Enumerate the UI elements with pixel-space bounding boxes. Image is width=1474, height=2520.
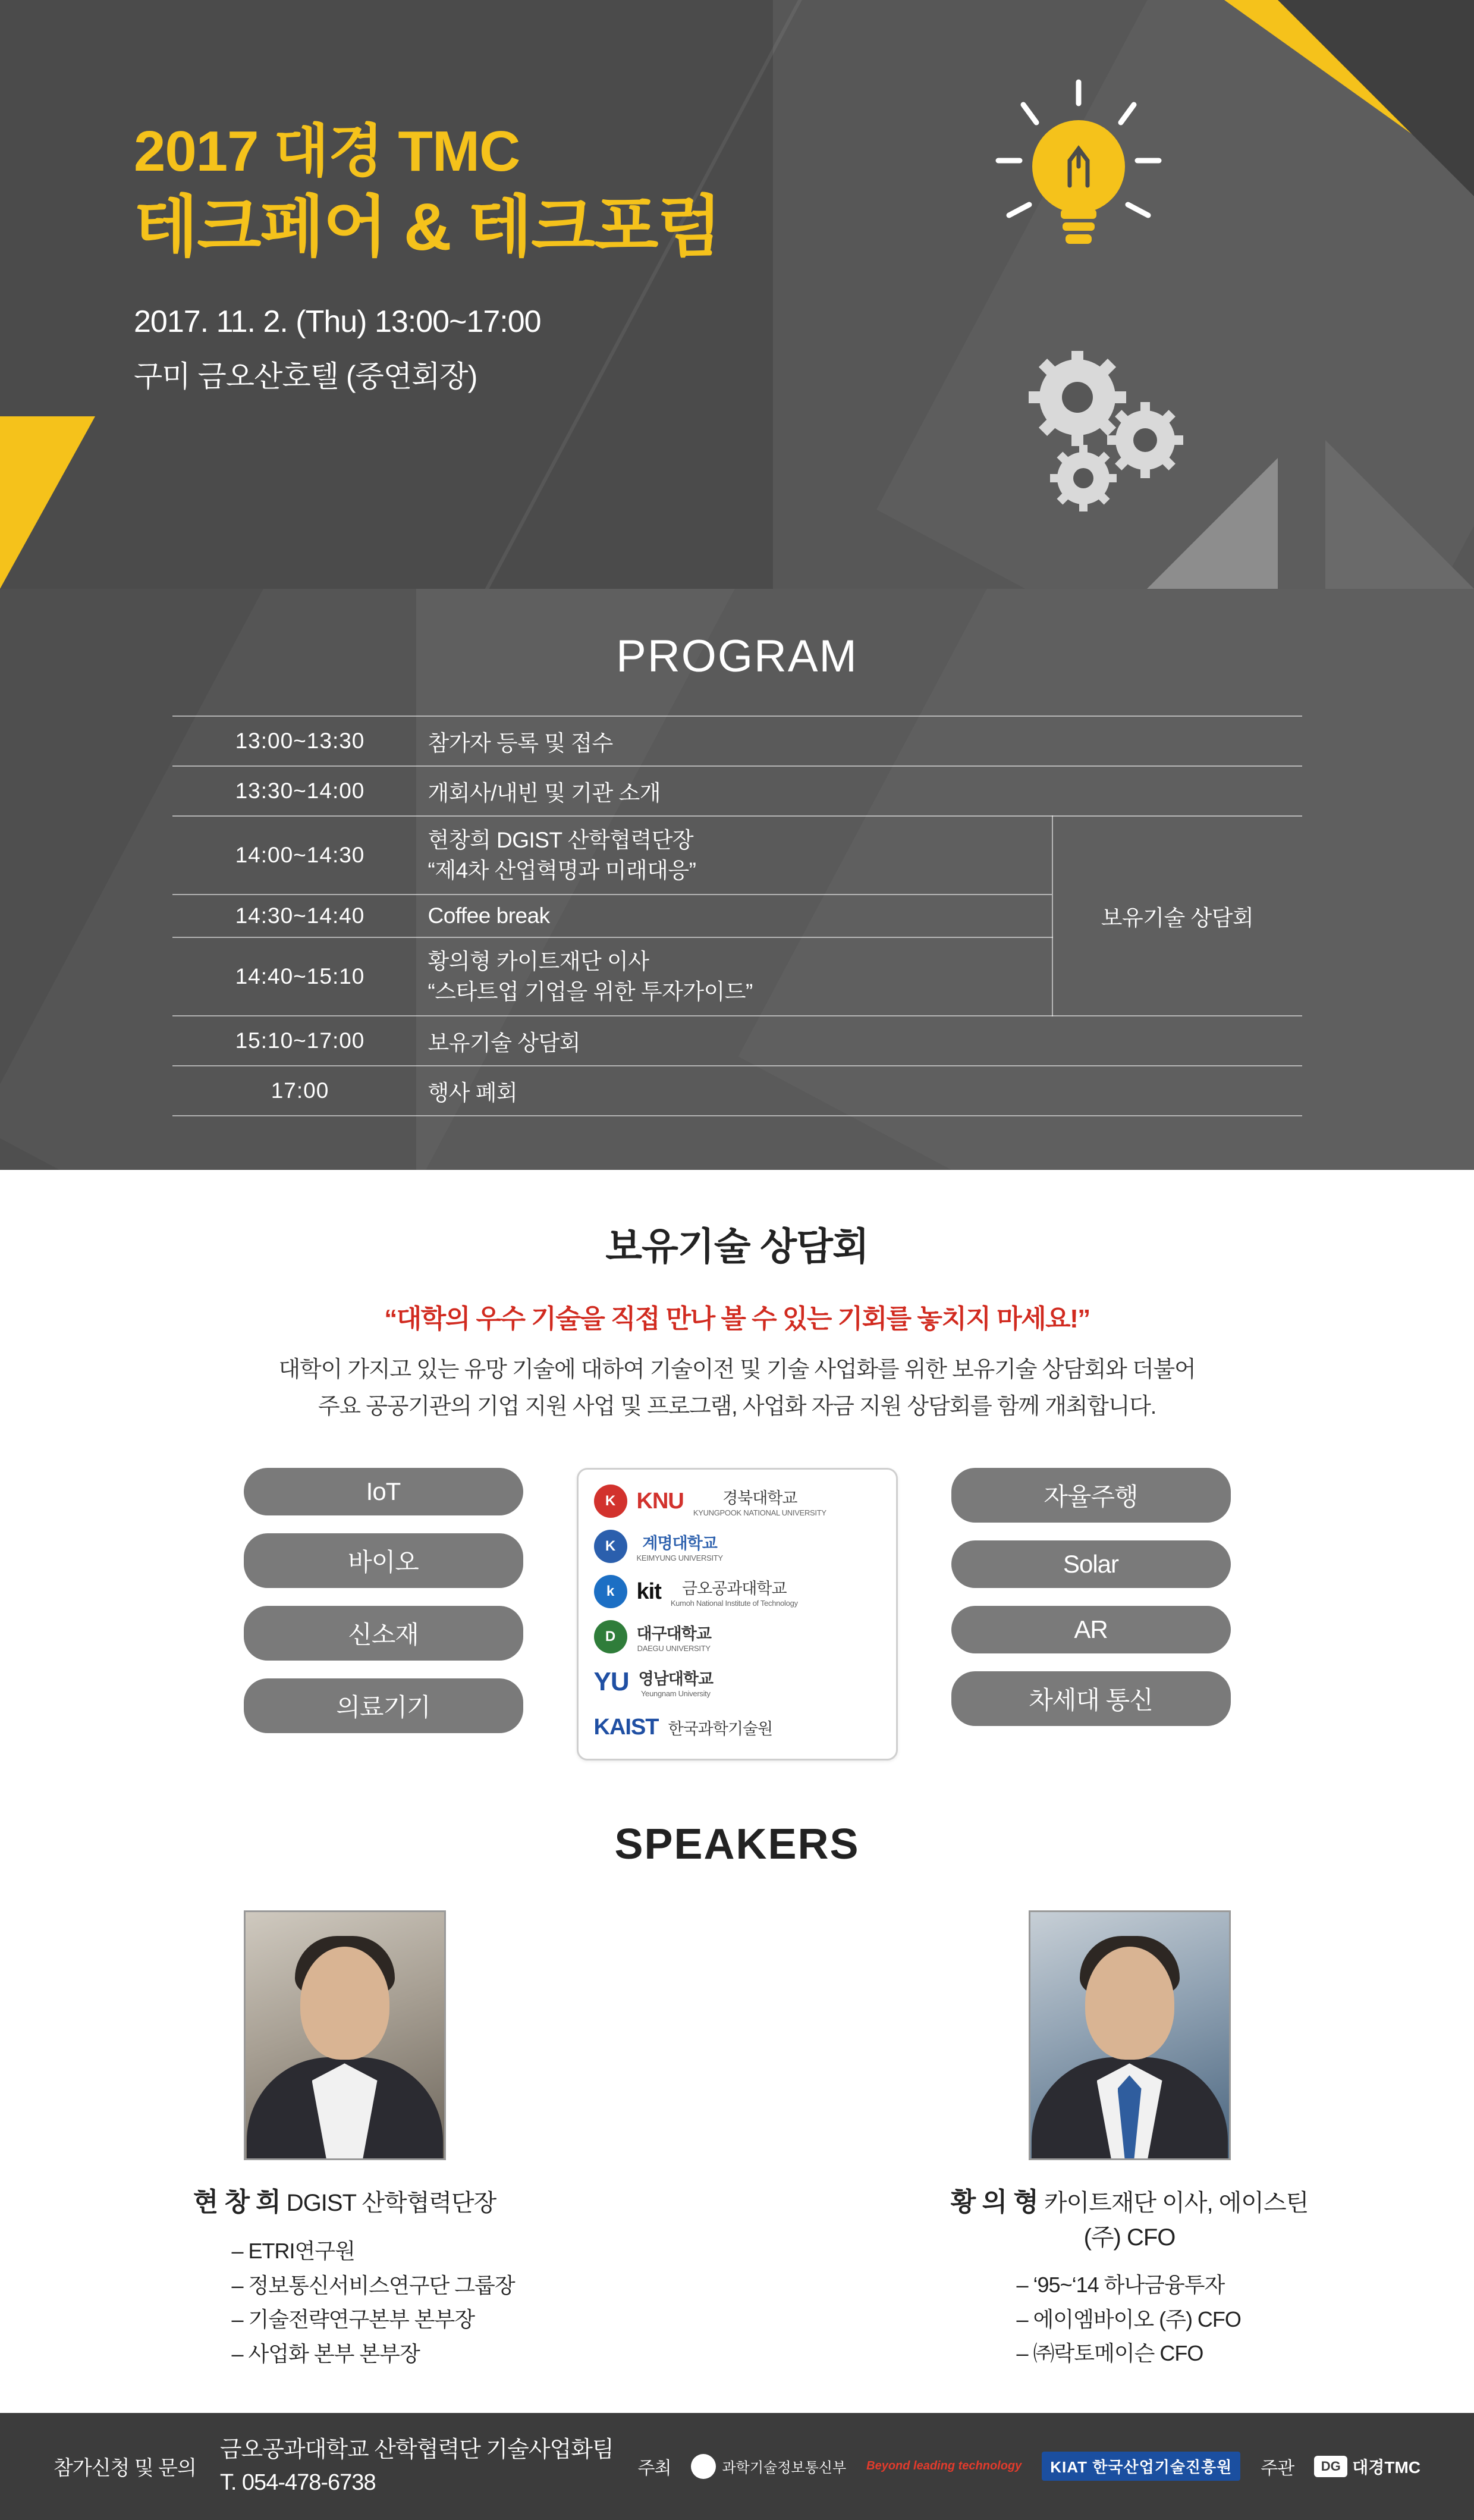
tag-next-gen-comm[interactable]: 차세대 통신: [951, 1671, 1231, 1726]
header-triangle-gray-bottom-right: [1325, 440, 1474, 589]
poster-header: [0, 0, 1474, 589]
list-item: – 기술전략연구본부 본부장: [231, 2307, 475, 2332]
organizer-info: [220, 2434, 614, 2499]
speaker-name-title: DGIST 산학협력단장: [280, 2190, 496, 2217]
speaker-bio-1: [161, 2234, 529, 2371]
program-table: [172, 715, 1302, 1116]
univ-name: 경북대학교: [722, 1489, 797, 1508]
speaker-photo-2: [1029, 1910, 1231, 2160]
univ-name: 금오공과대학교: [681, 1580, 787, 1598]
list-item: – ㈜락토메이슨 CFO: [1016, 2341, 1203, 2366]
lightbulb-icon: [980, 77, 1177, 294]
speakers-title: SPEAKERS: [614, 1821, 860, 1869]
program-time: 17:00: [172, 1066, 428, 1116]
program-desc-line2: “제4차 산업혁명과 미래대응”: [428, 858, 696, 883]
tag-new-material[interactable]: 신소재: [244, 1606, 523, 1661]
university-logo-box: [577, 1468, 898, 1760]
speaker-bio-2: [945, 2268, 1314, 2371]
organizer-name: 금오공과대학교 산학협력단 기술사업화팀: [219, 2437, 614, 2462]
table-row: [172, 1016, 1302, 1066]
program-title: PROGRAM: [616, 631, 858, 682]
tag-ar[interactable]: AR: [951, 1606, 1231, 1653]
list-item: – 사업화 본부 본부장: [231, 2342, 420, 2367]
poster-title-line2: 테크페어 & 테크포럼: [134, 190, 721, 265]
program-time: 14:40~15:10: [172, 937, 428, 1016]
tag-solar[interactable]: Solar: [951, 1540, 1231, 1588]
tag-medical-device[interactable]: 의료기기: [244, 1678, 523, 1733]
list-item: [594, 1709, 881, 1746]
univ-name: 한국과학기술원: [668, 1719, 773, 1738]
univ-sub: KEIMYUNG UNIVERSITY: [636, 1554, 723, 1563]
program-time: 14:30~14:40: [172, 895, 428, 937]
list-item: – 에이엠바이오 (주) CFO: [1016, 2306, 1241, 2331]
host-logo-1: 과학기술정보통신부: [722, 2460, 847, 2477]
msit-mark-icon: [691, 2454, 716, 2479]
table-row: [172, 766, 1302, 816]
program-desc: 개회사/내빈 및 기관 소개: [428, 766, 1302, 816]
program-desc: [428, 937, 1052, 1016]
univ-sub: DAEGU UNIVERSITY: [637, 1644, 711, 1653]
program-section: [0, 589, 1474, 1170]
univ-name: 대구대학교: [636, 1625, 711, 1643]
program-desc-line1: 황의형 카이트재단 이사: [428, 949, 649, 974]
daegyeong-tmc-logo-icon: [1314, 2455, 1420, 2478]
program-desc: Coffee break: [428, 895, 1052, 937]
speaker-card-1: [161, 1910, 529, 2371]
dg-mark-icon: DG: [1314, 2456, 1347, 2477]
organizer-phone: T. 054-478-6738: [219, 2469, 376, 2495]
table-row: [172, 816, 1302, 895]
keimyung-logo-icon: K: [594, 1530, 627, 1563]
poster-title-line1: 2017 대경 TMC: [134, 120, 520, 183]
univ-name-wrap: [693, 1485, 826, 1517]
univ-name: 계명대학교: [642, 1534, 717, 1553]
program-consult-cell: 보유기술 상담회: [1052, 816, 1302, 1016]
list-item: [594, 1664, 881, 1700]
program-desc: 행사 폐회: [428, 1066, 1302, 1116]
tags-left-column: [244, 1468, 523, 1733]
speaker-name-bold: 현 창 희: [193, 2188, 281, 2217]
univ-sub: KYUNGPOOK NATIONAL UNIVERSITY: [693, 1508, 826, 1518]
tags-row: [0, 1468, 1474, 1760]
speaker-name-1: [161, 2180, 529, 2218]
event-place: 구미 금오산호텔 (중연회장): [134, 360, 477, 394]
speakers-row: [0, 1910, 1474, 2371]
program-desc-line1: 현창희 DGIST 산학협력단장: [428, 828, 694, 852]
speaker-card-2: [945, 1910, 1314, 2371]
speakers-section: [0, 1784, 1474, 2412]
title-block: [134, 119, 721, 396]
list-item: [594, 1528, 881, 1565]
list-item: – ‘95~‘14 하나금융투자: [1016, 2273, 1225, 2298]
footer-logos: [638, 2452, 1420, 2481]
univ-sub: Kumoh National Institute of Technology: [670, 1599, 798, 1608]
kaist-logo-icon: KAIST: [593, 1714, 659, 1740]
kit-logo-icon: k: [594, 1575, 627, 1608]
speaker-name-title: 카이트재단 이사, 에이스틴(주) CFO: [1038, 2190, 1309, 2251]
consultation-section: [0, 1170, 1474, 1784]
knu-logo-icon: K: [594, 1485, 627, 1518]
list-item: [594, 1483, 881, 1520]
gears-icon: [1007, 351, 1203, 526]
program-desc-line2: “스타트업 기업을 위한 투자가이드”: [428, 980, 753, 1005]
table-row: [172, 716, 1302, 766]
kiat-logo-icon: KIAT 한국산업기술진흥원: [1042, 2452, 1240, 2481]
tags-right-column: [951, 1468, 1231, 1726]
speaker-name-2: [945, 2180, 1314, 2252]
msit-logo-icon: [691, 2454, 846, 2479]
daegu-univ-logo-icon: D: [594, 1620, 627, 1653]
manage-logo-text: 대경TMC: [1352, 2458, 1420, 2477]
host-label: 주최: [637, 2458, 671, 2478]
univ-name-wrap: [671, 1576, 798, 1608]
univ-name-wrap: [639, 1666, 713, 1698]
univ-abbr: kit: [636, 1578, 661, 1604]
manage-label: 주관: [1261, 2458, 1294, 2478]
list-item: – 정보통신서비스연구단 그룹장: [231, 2273, 515, 2298]
avatar-face: [300, 1947, 389, 2060]
poster-footer: [0, 2413, 1474, 2520]
consultation-body-line1: 대학이 가지고 있는 유망 기술에 대하여 기술이전 및 기술 사업화를 위한 보유기술 상담회와 더불어: [278, 1357, 1196, 1383]
consultation-body: [0, 1352, 1474, 1425]
program-time: 13:00~13:30: [172, 716, 428, 766]
table-row: [172, 1066, 1302, 1116]
header-triangle-dark-top-right: [1278, 0, 1474, 196]
event-date: 2017. 11. 2. (Thu) 13:00~17:00: [134, 305, 541, 340]
tag-iot[interactable]: IoT: [244, 1468, 523, 1515]
list-item: [594, 1618, 881, 1655]
host-logo-2: Beyond leading technology: [866, 2459, 1022, 2473]
program-desc: 보유기술 상담회: [428, 1016, 1302, 1066]
speaker-photo-1: [244, 1910, 446, 2160]
univ-abbr: KNU: [636, 1488, 684, 1514]
program-desc: [428, 816, 1052, 895]
header-triangle-yellow-left: [0, 416, 95, 589]
program-desc: 참가자 등록 및 접수: [428, 716, 1302, 766]
tag-autonomous-driving[interactable]: 자율주행: [951, 1468, 1231, 1523]
consultation-body-line2: 주요 공공기관의 기업 지원 사업 및 프로그램, 사업화 자금 지원 상담회를 함께 개최합니다.: [318, 1394, 1156, 1419]
contact-label: 참가신청 및 문의: [54, 2457, 196, 2480]
list-item: [594, 1573, 881, 1610]
program-time: 13:30~14:00: [172, 766, 428, 816]
list-item: – ETRI연구원: [231, 2239, 355, 2264]
univ-name: 영남대학교: [638, 1670, 714, 1689]
univ-sub: Yeungnam University: [641, 1689, 711, 1699]
univ-name-wrap: [637, 1621, 711, 1653]
yu-logo-icon: YU: [593, 1667, 629, 1697]
avatar-face: [1085, 1947, 1174, 2060]
program-time: 14:00~14:30: [172, 816, 428, 895]
consultation-quote: “대학의 우수 기술을 직접 만나 볼 수 있는 기회를 놓치지 마세요!”: [384, 1304, 1090, 1334]
tag-bio[interactable]: 바이오: [244, 1533, 523, 1588]
consultation-title: 보유기술 상담회: [605, 1225, 869, 1269]
program-time: 15:10~17:00: [172, 1016, 428, 1066]
univ-name-wrap: [637, 1530, 723, 1562]
speaker-name-bold: 황 의 형: [950, 2188, 1038, 2217]
